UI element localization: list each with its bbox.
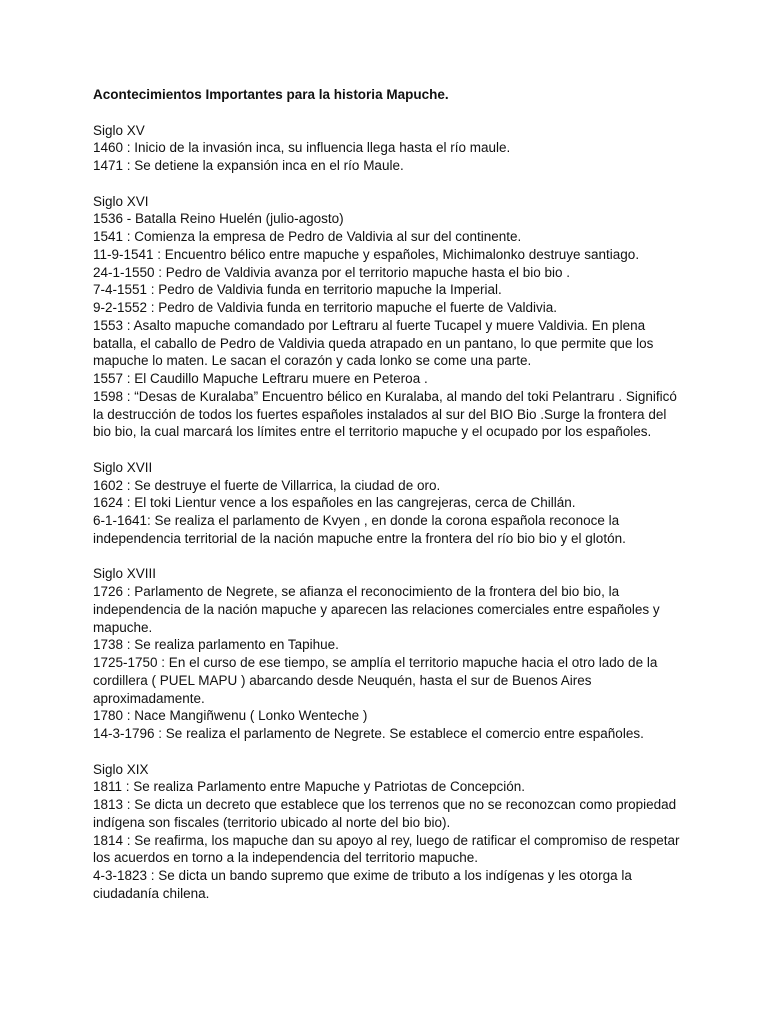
event-entry: 24-1-1550 : Pedro de Valdivia avanza por el territorio mapuche hasta el bio bio . [93,264,571,280]
event-entry: 4-3-1823 : Se dicta un bando supremo que exime de tributo a los indígenas y les otorga la ciudadanía chilena. [93,868,632,901]
document-page [93,86,683,903]
event-entry: 11-9-1541 : Encuentro bélico entre mapuche y españoles, Michimalonko destruye santiago. [93,246,640,262]
section-heading: Siglo XIX [93,761,149,777]
event-entry: 9-2-1552 : Pedro de Valdivia funda en territorio mapuche el fuerte de Valdivia. [93,300,558,315]
event-entry: 1780 : Nace Mangiñwenu ( Lonko Wenteche ) [93,708,368,724]
section-heading: Siglo XVI [93,193,149,209]
event-entry: 1471 : Se detiene la expansión inca en el río Maule. [93,158,404,173]
event-entry: 14-3-1796 : Se realiza el parlamento de Negrete. Se establece el comercio entre españoles. [93,726,644,741]
event-entry: 6-1-1641: Se realiza el parlamento de Kvyen , en donde la corona española reconoce la independencia territorial de la nación mapuche entre la frontera del río bio bio y el glotón. [93,513,626,546]
event-entry: 7-4-1551 : Pedro de Valdivia funda en territorio mapuche la Imperial. [93,282,502,298]
spacer [93,441,683,459]
event-entry: 1541 : Comienza la empresa de Pedro de Valdivia al sur del continente. [93,229,522,244]
document-title: Acontecimientos Importantes para la historia Mapuche. [93,87,449,102]
event-entry: 1553 : Asalto mapuche comandado por Leftraru al fuerte Tucapel y muere Valdivia. En plena batalla, el caballo de Pedro de Valdivia queda atrapado en un pantano, lo que permite que los mapuche lo maten. Le sacan el corazón y cada lonko se come una parte. [93,317,654,369]
event-entry: 1557 : El Caudillo Mapuche Leftraru muere en Peteroa . [93,371,428,386]
event-entry: 1602 : Se destruye el fuerte de Villarrica, la ciudad de oro. [93,477,441,493]
section-heading: Siglo XVII [93,459,153,475]
event-entry: 1814 : Se reafirma, los mapuche dan su apoyo al rey, luego de ratificar el compromiso de respetar los acuerdos en torno a la independencia del territorio mapuche. [93,832,680,866]
spacer [93,548,683,566]
section-siglo-xv [93,122,683,175]
event-entry: 1598 : “Desas de Kuralaba” Encuentro bélico en Kuralaba, al mando del toki Pelantraru . Significó la destrucción de todos los fuertes españoles instalados al sur del BIO Bio .Surge la frontera del bio bio, la cual marcará los límites entre el territorio mapuche y el ocupado por los españoles. [93,388,677,440]
event-entry: 1813 : Se dicta un decreto que establece que los terrenos que no se reconozcan como propiedad indígena son fiscales (territorio ubicado al norte del bio bio). [93,797,677,830]
event-entry: 1460 : Inicio de la invasión inca, su influencia llega hasta el río maule. [93,140,511,156]
section-siglo-xvi [93,193,683,442]
spacer [93,743,683,761]
event-entry: 1726 : Parlamento de Negrete, se afianza el reconocimiento de la frontera del bio bio, la independencia de la nación mapuche y aparecen las relaciones comerciales entre españoles y mapuche. [93,584,660,635]
event-entry: 1811 : Se realiza Parlamento entre Mapuche y Patriotas de Concepción. [93,779,525,795]
section-siglo-xix [93,761,683,903]
spacer [93,175,683,193]
event-entry: 1536 - Batalla Reino Huelén (julio-agosto) [93,211,344,227]
section-siglo-xvii [93,459,683,548]
spacer [93,104,683,122]
event-entry: 1624 : El toki Lientur vence a los españoles en las cangrejeras, cerca de Chillán. [93,495,576,511]
event-entry: 1738 : Se realiza parlamento en Tapihue. [93,637,339,653]
section-siglo-xviii [93,565,683,743]
event-entry: 1725-1750 : En el curso de ese tiempo, se amplía el territorio mapuche hacia el otro lado de la cordillera ( PUEL MAPU ) abarcando desde Neuquén, hasta el sur de Buenos Aires aproximadamente. [93,655,658,706]
section-heading: Siglo XVIII [93,566,157,582]
section-heading: Siglo XV [93,122,145,138]
